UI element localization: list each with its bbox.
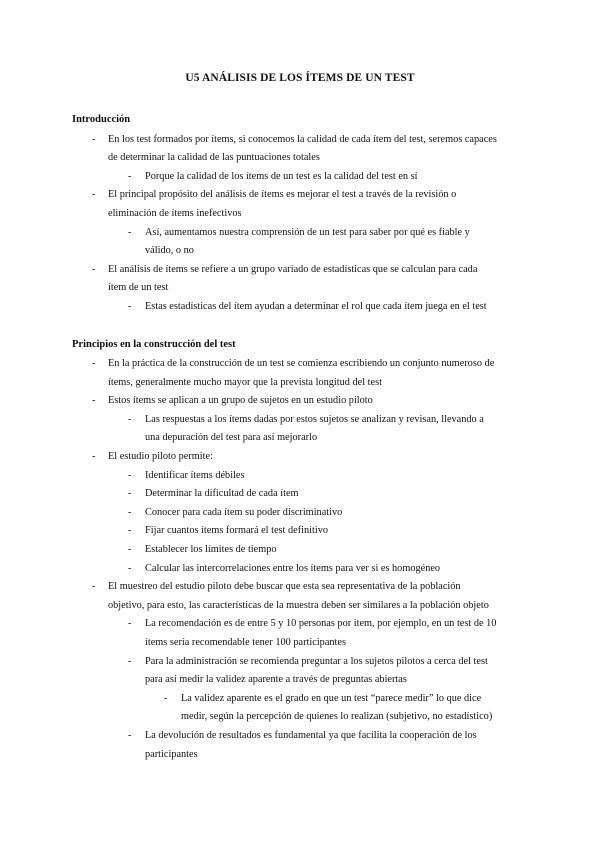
document-title: U5 ANÁLISIS DE LOS ÍTEMS DE UN TEST [185, 72, 415, 84]
list-item-line: En la práctica de la construcción de un test se comienza escribiendo un conjunto numeroso de [108, 358, 495, 369]
list-item-line: válido, o no [145, 245, 194, 257]
section-heading: Principios en la construcción del test [72, 339, 236, 350]
list-item-line: de determinar la calidad de las puntuaciones totales [108, 152, 320, 164]
list-item-line: Porque la calidad de los ítems de un test es la calidad del test en sí [145, 170, 418, 182]
list-item-line: ítems, generalmente mucho mayor que la prevista longitud del test [108, 376, 382, 388]
list-item-line: objetivo, para esto, las características de la muestra deben ser similares a la población objeto [108, 599, 489, 611]
list-item-line: medir, según la percepción de quienes lo realizan (subjetivo, no estadístico) [181, 711, 493, 723]
bullet-dash: - [128, 618, 132, 630]
list-item-line: ítem de un test [108, 282, 169, 294]
list-item-line: ítems sería recomendable tener 100 participantes [145, 637, 346, 648]
list-item-line: Las respuestas a los ítems dadas por estos sujetos se analizan y revisan, llevando a [145, 413, 484, 425]
list-item-line: El muestreo del estudio piloto debe buscar que esta sea representativa de la población [108, 581, 461, 593]
bullet-dash: - [92, 395, 96, 407]
bullet-dash: - [92, 133, 96, 145]
bullet-dash: - [128, 655, 132, 667]
list-item-line: La recomendación es de entre 5 y 10 personas por ítem, por ejemplo, en un test de 10 [145, 618, 497, 630]
bullet-dash: - [92, 581, 96, 593]
bullet-dash: - [128, 562, 132, 574]
list-item-line: Calcular las intercorrelaciones entre los ítems para ver si es homogéneo [145, 562, 441, 574]
list-item-line: para así medir la validez aparente a través de preguntas abiertas [145, 674, 407, 686]
list-item-line: El análisis de ítems se refiere a un grupo variado de estadísticas que se calculan para cada [108, 263, 478, 275]
bullet-dash: - [92, 358, 96, 369]
bullet-dash: - [128, 300, 132, 312]
section-heading: Introducción [72, 114, 131, 125]
list-item-line: Identificar ítems débiles [145, 469, 245, 481]
bullet-dash: - [128, 413, 132, 425]
bullet-dash: - [128, 488, 132, 500]
list-item-line: Establecer los límites de tiempo [145, 544, 277, 555]
bullet-dash: - [128, 170, 132, 182]
list-item-line: Estas estadísticas del ítem ayudan a determinar el rol que cada ítem juega en el test [145, 300, 487, 312]
bullet-dash: - [128, 506, 132, 518]
bullet-dash: - [92, 189, 96, 201]
bullet-dash: - [128, 525, 132, 537]
bullet-dash: - [128, 544, 132, 555]
list-item-line: La validez aparente es el grado en que un test “parece medir” lo que dice [181, 692, 482, 704]
list-item-line: Conocer para cada ítem su poder discriminativo [145, 506, 343, 518]
list-item-line: una depuración del test para así mejorarlo [145, 432, 318, 444]
list-item-line: Determinar la dificultad de cada ítem [145, 488, 299, 500]
list-item-line: El principal propósito del análisis de ítems es mejorar el test a través de la revisión o [108, 189, 457, 201]
list-item-line: El estudio piloto permite: [108, 451, 213, 462]
bullet-dash: - [128, 730, 132, 741]
bullet-dash: - [128, 226, 132, 238]
bullet-dash: - [164, 692, 168, 704]
list-item-line: En los test formados por ítems, si conocemos la calidad de cada ítem del test, seremos capaces [108, 133, 497, 145]
list-item-line: Para la administración se recomienda preguntar a los sujetos pilotos a cerca del test [145, 655, 488, 667]
list-item-line: Estos ítems se aplican a un grupo de sujetos en un estudio piloto [108, 395, 373, 407]
list-item-line: La devolución de resultados es fundamental ya que facilita la cooperación de los [145, 730, 477, 741]
list-item-line: Fijar cuantos ítems formará el test definitivo [145, 525, 329, 537]
bullet-dash: - [92, 263, 96, 275]
bullet-dash: - [92, 451, 96, 462]
list-item-line: eliminación de ítems inefectivos [108, 207, 242, 219]
bullet-dash: - [128, 469, 132, 481]
list-item-line: participantes [145, 748, 198, 760]
list-item-line: Así, aumentamos nuestra comprensión de un test para saber por qué es fiable y [145, 226, 470, 238]
